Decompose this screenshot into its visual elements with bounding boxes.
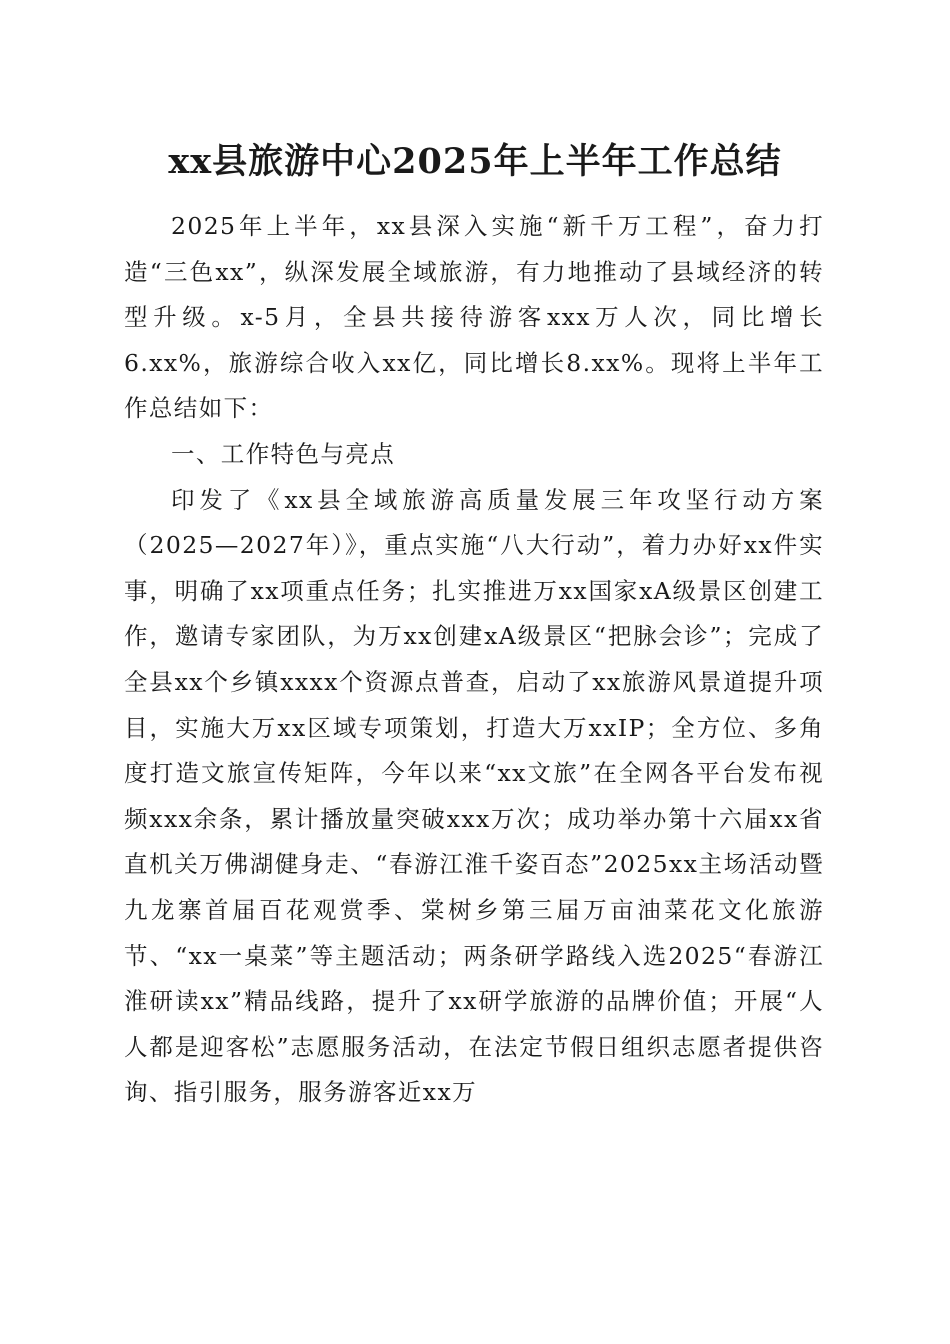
document-title: xx县旅游中心2025年上半年工作总结 [168,141,782,182]
intro-paragraph: 2025年上半年，xx县深入实施“新千万工程”，奋力打造“三色xx”，纵深发展全域旅游，有力地推动了县域经济的转型升级。x-5月，全县共接待游客xxx万人次，同比增长6.xx%，旅游综合收入xx亿，同比增长8.xx%。现将上半年工作总结如下： [124,212,824,423]
section-heading-features: 一、工作特色与亮点 [171,439,396,468]
section-paragraph-features: 印发了《xx县全域旅游高质量发展三年攻坚行动方案（2025—2027年）》，重点实施“八大行动”，着力办好xx件实事，明确了xx项重点任务；扎实推进万xx国家xA级景区创建工作，邀请专家团队，为万xx创建xA级景区“把脉会诊”；完成了全县xx个乡镇xxxx个资源点普查，启动了xx旅游风景道提升项目，实施大万xx区域专项策划，打造大万xxIP；全方位、多角度打造文旅宣传矩阵，今年以来“xx文旅”在全网各平台发布视频xxx余条，累计播放量突破xxx万次；成功举办第十六届xx省直机关万佛湖健身走、“春游江淮千姿百态”2025xx主场活动暨九龙寨首届百花观赏季、棠树乡第三届万亩油菜花文化旅游节、“xx一桌菜”等主题活动；两条研学路线入选2025“春游江淮研读xx”精品线路，提升了xx研学旅游的品牌价值；开展“人人都是迎客松”志愿服务活动，在法定节假日组织志愿者提供咨询、指引服务，服务游客近xx万 [124,485,824,1107]
document-body [124,204,824,1116]
